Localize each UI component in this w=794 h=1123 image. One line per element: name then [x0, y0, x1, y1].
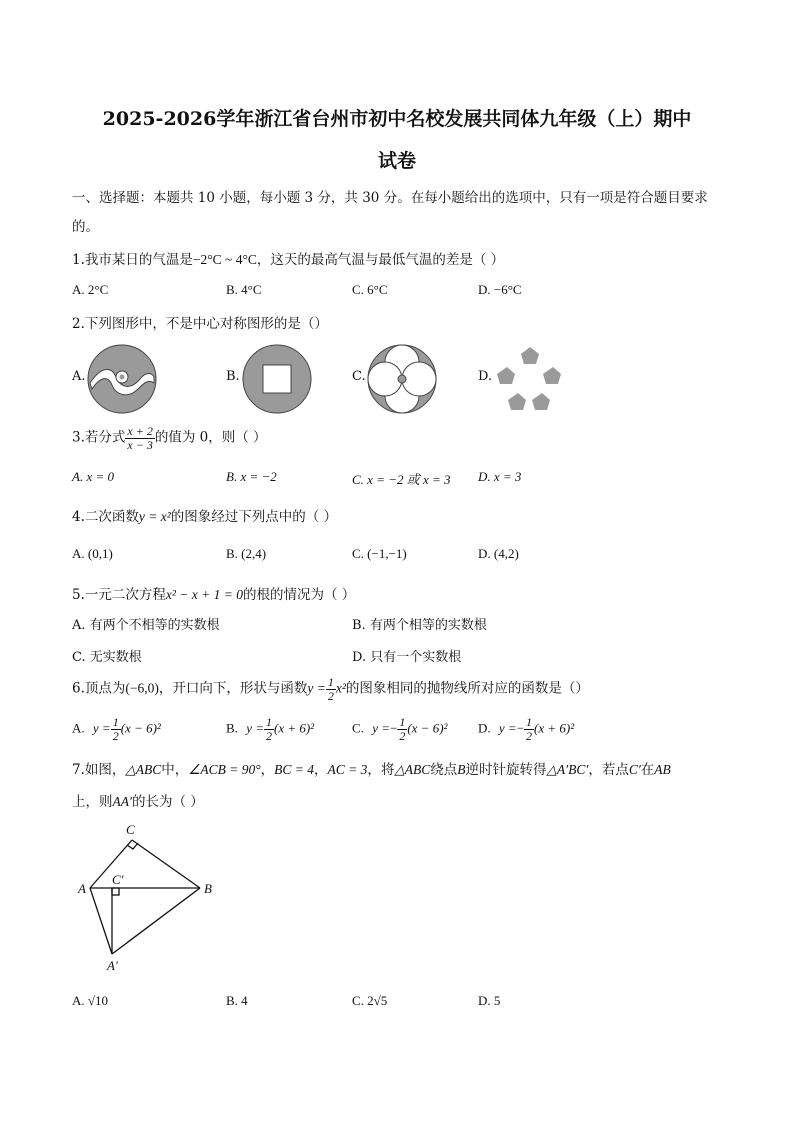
q7-option-c[interactable]: C. 2√5 — [352, 993, 388, 1008]
q6-option-d[interactable]: D. y =− $\frac{1}{2}$ (x + 6)² — [478, 715, 575, 743]
q2-option-c[interactable]: C. — [352, 369, 366, 384]
q1-option-c[interactable]: C. 6°C — [352, 282, 388, 297]
q7-option-b[interactable]: B. 4 — [226, 993, 248, 1008]
vertex-label-c-prime: C′ — [112, 872, 124, 887]
q3-option-b[interactable]: B. x = −2 — [226, 469, 277, 484]
question-1-stem: 1.我市某日的气温是−2°C ~ 4°C，这天的最高气温与最低气温的差是（ ） — [72, 252, 505, 268]
q3-fraction: $\frac{x + 2}{x - 3}$ — [127, 424, 153, 452]
q1-option-b[interactable]: B. 4°C — [226, 282, 262, 297]
q4-option-c[interactable]: C. (−1,−1) — [352, 546, 407, 561]
q3-option-d[interactable]: D. x = 3 — [478, 469, 522, 484]
q7-option-d[interactable]: D. 5 — [478, 993, 501, 1008]
yin-yang-wave-figure — [86, 343, 158, 415]
question-5-stem: 5.一元二次方程x² − x + 1 = 0的根的情况为（ ） — [72, 587, 356, 603]
question-2-stem: 2.下列图形中，不是中心对称图形的是（） — [72, 316, 328, 332]
four-petal-circle-figure — [366, 343, 438, 415]
coin-square-hole-figure — [241, 343, 313, 415]
vertex-label-c: C — [126, 822, 135, 837]
q5-option-d[interactable]: D. 只有一个实数根 — [352, 650, 462, 665]
q1-option-d[interactable]: D. −6°C — [478, 282, 522, 297]
question-3-stem: 3.若分式 $\frac{x + 2}{x - 3}$ 的值为 0，则（ ） — [72, 424, 267, 452]
q6-option-a[interactable]: A. y = $\frac{1}{2}$ (x − 6)² — [72, 715, 161, 743]
section-heading-cont: 的。 — [72, 219, 99, 235]
question-6-stem: 6.顶点为(−6,0)，开口向下，形状与函数y = $\frac{1}{2}$ x²的图象相同的抛物线所对应的函数是（） — [72, 675, 589, 703]
page-title-line1: 2025-2026学年浙江省台州市初中名校发展共同体九年级（上）期中 — [102, 108, 692, 130]
q2-option-d[interactable]: D. — [478, 369, 493, 384]
q4-option-d[interactable]: D. (4,2) — [478, 546, 519, 561]
q6-stem-fraction: $\frac{1}{2}$ — [327, 675, 334, 703]
q4-option-b[interactable]: B. (2,4) — [226, 546, 267, 561]
question-4-stem: 4.二次函数y = x²的图象经过下列点中的（ ） — [72, 509, 338, 525]
page-title-line2: 试卷 — [377, 150, 416, 172]
five-pentagons-figure — [494, 343, 566, 415]
q5-option-c[interactable]: C. 无实数根 — [72, 650, 142, 665]
question-7-stem: 7.如图，△ABC中，∠ACB = 90°，BC = 4，AC = 3，将△ABC绕点B逆时针旋转得△A′BC′，若点C′在AB — [72, 762, 671, 778]
q6-option-b[interactable]: B. y = $\frac{1}{2}$ (x + 6)² — [226, 715, 315, 743]
q3-option-a[interactable]: A. x = 0 — [72, 469, 114, 484]
q5-option-a[interactable]: A. 有两个不相等的实数根 — [72, 618, 220, 633]
q1-option-a[interactable]: A. 2°C — [72, 282, 109, 297]
triangle-rotation-figure — [72, 818, 232, 978]
q2-option-b[interactable]: B. — [226, 369, 240, 384]
q6-option-c[interactable]: C. y =− $\frac{1}{2}$ (x − 6)² — [352, 715, 448, 743]
q2-option-a[interactable]: A. — [72, 369, 86, 384]
q7-option-a[interactable]: A. √10 — [72, 993, 109, 1008]
vertex-label-a-prime: A′ — [107, 958, 118, 973]
q4-option-a[interactable]: A. (0,1) — [72, 546, 113, 561]
vertex-label-a: A — [78, 881, 86, 896]
vertex-label-b: B — [204, 881, 212, 896]
q3-option-c[interactable]: C. x = −2 或 x = 3 — [352, 472, 451, 487]
question-7-stem-cont: 上，则AA′的长为（ ） — [72, 794, 204, 810]
section-heading: 一、选择题：本题共 10 小题，每小题 3 分，共 30 分。在每小题给出的选项中，只有一项是符合题目要求 — [72, 190, 708, 206]
q5-option-b[interactable]: B. 有两个相等的实数根 — [352, 618, 487, 633]
